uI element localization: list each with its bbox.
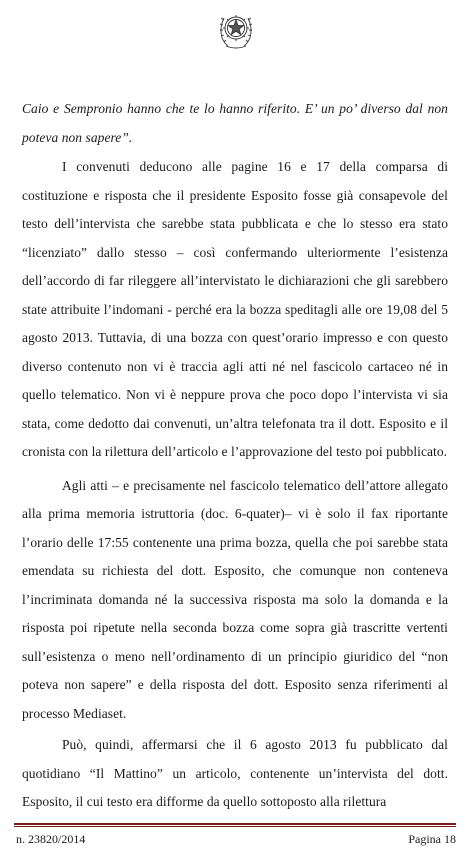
paragraph-2: I convenuti deducono alle pagine 16 e 17 della comparsa di costituzione e risposta che il presidente Esposito fosse già consapevole del testo dell’intervista che sarebbe stata pubblicata e che lo stesso era stato “licenziato” dallo stesso – così confermando ulteriormente l’esistenza dell’accordo di far rileggere all’intervistato le dichiarazioni che gli sarebbero state attribuite l’indomani - perché era la bozza speditagli alle ore 19,08 del 5 agosto 2013. Tuttavia, di una bozza con quest’orario impresso e con questo diverso contenuto non vi è traccia agli atti né nel fascicolo cartaceo né in quello telematico. Non vi è neppure prova che poco dopo l’intervista vi sia stata, come dedotto dai convenuti, un’altra telefonata tra il dott. Esposito e il cronista con la rilettura dell’articolo e l’approvazione del testo poi pubblicato. xyxy=(22,159,448,459)
footer-divider xyxy=(14,823,456,825)
footer-divider-thin xyxy=(14,826,456,827)
case-number: n. 23820/2014 xyxy=(16,832,86,846)
paragraph-3: Agli atti – e precisamente nel fascicolo telematico dell’attore allegato alla prima memoria istruttoria (doc. 6-quater)– vi è solo il fax riportante l’orario delle 17:55 contenente una prima bozza, quella che poi sarebbe stata emendata su richiesta del dott. Esposito, che comunque non conteneva l’incriminata domanda né la successiva risposta ma solo la domanda e la risposta poi ripetute nella seconda bozza come sopra già trascritte vertenti sull’esistenza o meno nell’ordinamento di un principio giuridico del “non poteva non sapere” e della risposta del dott. Esposito senza riferimenti al processo Mediaset. xyxy=(22,477,448,721)
paragraph-4: Può, quindi, affermarsi che il 6 agosto 2013 fu pubblicato dal quotidiano “Il Mattino” un articolo, contenente un’intervista del dott. Esposito, il cui testo era difforme da quello sottoposto alla rilettura xyxy=(22,737,448,809)
italian-republic-emblem-icon xyxy=(216,6,256,50)
paragraph-1: Caio e Sempronio hanno che te lo hanno riferito. E’ un po’ diverso dal non poteva non sapere”. xyxy=(22,101,448,145)
page-number: Pagina 18 xyxy=(408,832,456,846)
document-body xyxy=(22,95,448,817)
